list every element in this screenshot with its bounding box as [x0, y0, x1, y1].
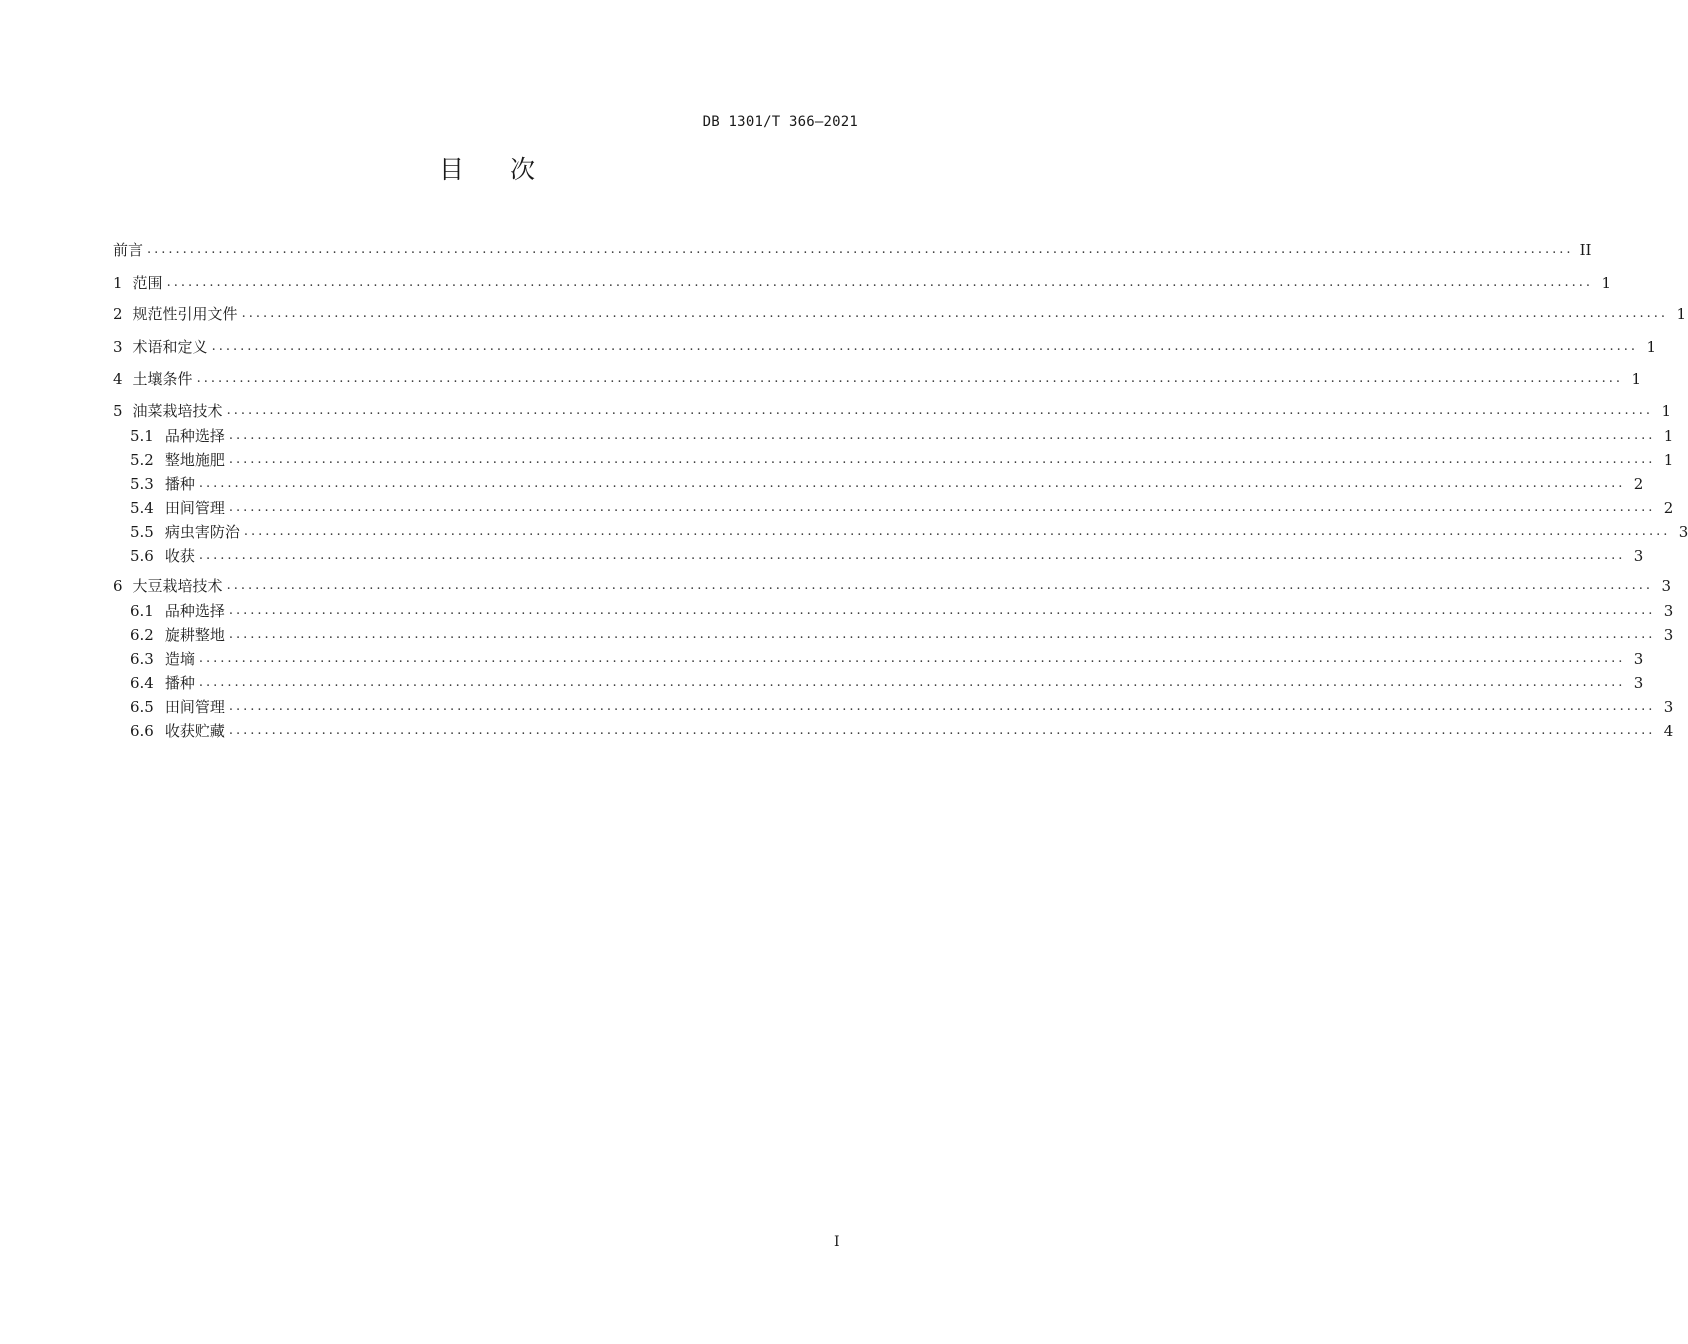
dot-leader: ........................................................................................................................................................................................................ [196, 371, 1624, 386]
toc-entry-number: 6.3 [130, 650, 154, 668]
toc-entry-page: 3 [1663, 626, 1674, 644]
toc-entry-label: 术语和定义 [132, 338, 208, 356]
toc-entry-page: 3 [1633, 650, 1644, 668]
dot-leader: ........................................................................................................................................................................................................ [228, 699, 1656, 714]
toc-entry-number: 6.2 [130, 626, 154, 644]
toc-entry-number: 5 [113, 402, 123, 420]
toc-entry-number: 5.5 [130, 523, 154, 541]
toc-entry-page: 2 [1633, 475, 1644, 493]
page-number: I [834, 1234, 840, 1250]
toc-entry-page: 1 [1663, 427, 1674, 445]
toc-entry-page: 3 [1661, 577, 1672, 595]
standard-code: DB 1301/T 366—2021 [702, 114, 858, 130]
dot-leader: ........................................................................................................................................................................................................ [226, 578, 1654, 593]
toc-entry-page: II [1579, 241, 1592, 259]
dot-leader: ........................................................................................................................................................................................................ [228, 723, 1656, 738]
toc-entry-2[interactable] [113, 302, 1687, 326]
toc-entry-label: 前言 [113, 241, 144, 259]
toc-entry-page: 1 [1631, 370, 1642, 388]
toc-entry-3[interactable] [113, 335, 1657, 359]
toc-entry-6[interactable] [113, 574, 1672, 598]
toc-entry-page: 3 [1663, 698, 1674, 716]
dot-leader: ........................................................................................................................................................................................................ [198, 548, 1626, 563]
toc-entry-page: 1 [1676, 305, 1687, 323]
toc-entry-label: 田间管理 [164, 698, 225, 716]
toc-entry-label: 播种 [164, 475, 195, 493]
toc-entry-number: 1 [113, 274, 123, 292]
toc-entry-number: 3 [113, 338, 123, 356]
toc-entry-label: 品种选择 [164, 602, 225, 620]
toc-entry-page: 3 [1663, 602, 1674, 620]
toc-entry-preface[interactable] [113, 238, 1592, 262]
dot-leader: ........................................................................................................................................................................................................ [228, 428, 1656, 443]
dot-leader: ........................................................................................................................................................................................................ [211, 339, 1639, 354]
toc-entry-label: 规范性引用文件 [132, 305, 238, 323]
toc-entry-page: 4 [1663, 722, 1674, 740]
title-char-1: 目 [438, 155, 464, 184]
toc-entry-6-3[interactable] [113, 647, 1644, 671]
toc-entry-5-1[interactable] [113, 424, 1674, 448]
toc-entry-5-3[interactable] [113, 472, 1644, 496]
toc-entry-number: 6.5 [130, 698, 154, 716]
toc-entry-label: 旋耕整地 [164, 626, 225, 644]
toc-entry-6-5[interactable] [113, 695, 1674, 719]
toc-entry-5-4[interactable] [113, 496, 1674, 520]
toc-entry-page: 3 [1633, 674, 1644, 692]
dot-leader: ........................................................................................................................................................................................................ [228, 603, 1656, 618]
toc-entry-label: 田间管理 [164, 499, 225, 517]
toc-entry-number: 5.1 [130, 427, 154, 445]
toc-entry-label: 收获贮藏 [164, 722, 225, 740]
toc-entry-1[interactable] [113, 271, 1612, 295]
toc-entry-page: 1 [1646, 338, 1657, 356]
toc-entry-6-1[interactable] [113, 599, 1674, 623]
dot-leader: ........................................................................................................................................................................................................ [226, 403, 1654, 418]
toc-entry-number: 6.4 [130, 674, 154, 692]
toc-entry-6-4[interactable] [113, 671, 1644, 695]
toc-entry-4[interactable] [113, 367, 1642, 391]
dot-leader: ........................................................................................................................................................................................................ [166, 275, 1594, 290]
toc-entry-label: 病虫害防治 [164, 523, 240, 541]
toc-entry-5-6[interactable] [113, 544, 1644, 568]
dot-leader: ........................................................................................................................................................................................................ [228, 627, 1656, 642]
toc-entry-label: 品种选择 [164, 427, 225, 445]
toc-entry-number: 6.1 [130, 602, 154, 620]
toc-entry-number: 6.6 [130, 722, 154, 740]
title-char-2: 次 [510, 155, 536, 184]
toc-entry-number: 2 [113, 305, 123, 323]
toc-entry-number: 5.2 [130, 451, 154, 469]
toc-entry-number: 4 [113, 370, 123, 388]
toc-entry-label: 播种 [164, 674, 195, 692]
toc-entry-page: 3 [1678, 523, 1688, 541]
toc-entry-number: 5.4 [130, 499, 154, 517]
toc-entry-6-6[interactable] [113, 719, 1674, 743]
toc-entry-5-2[interactable] [113, 448, 1674, 472]
toc-entry-label: 大豆栽培技术 [132, 577, 223, 595]
toc-entry-label: 造墒 [164, 650, 195, 668]
toc-entry-5-5[interactable] [113, 520, 1688, 544]
toc-entry-6-2[interactable] [113, 623, 1674, 647]
toc-entry-number: 5.3 [130, 475, 154, 493]
page-title [0, 150, 974, 186]
dot-leader: ........................................................................................................................................................................................................ [228, 500, 1656, 515]
toc-entry-page: 1 [1601, 274, 1612, 292]
toc-entry-number: 5.6 [130, 547, 154, 565]
toc-entry-label: 油菜栽培技术 [132, 402, 223, 420]
toc-entry-label: 土壤条件 [132, 370, 193, 388]
dot-leader: ........................................................................................................................................................................................................ [243, 524, 1671, 539]
dot-leader: ........................................................................................................................................................................................................ [241, 306, 1669, 321]
dot-leader: ........................................................................................................................................................................................................ [228, 452, 1656, 467]
toc-entry-page: 1 [1663, 451, 1674, 469]
toc-entry-page: 1 [1661, 402, 1672, 420]
dot-leader: ........................................................................................................................................................................................................ [147, 242, 1574, 257]
toc-entry-5[interactable] [113, 399, 1672, 423]
dot-leader: ........................................................................................................................................................................................................ [198, 476, 1626, 491]
toc-entry-page: 2 [1663, 499, 1674, 517]
toc-entry-number: 6 [113, 577, 123, 595]
dot-leader: ........................................................................................................................................................................................................ [198, 651, 1626, 666]
dot-leader: ........................................................................................................................................................................................................ [198, 675, 1626, 690]
toc-entry-label: 整地施肥 [164, 451, 225, 469]
toc-entry-page: 3 [1633, 547, 1644, 565]
toc-entry-label: 收获 [164, 547, 195, 565]
toc-entry-label: 范围 [132, 274, 163, 292]
